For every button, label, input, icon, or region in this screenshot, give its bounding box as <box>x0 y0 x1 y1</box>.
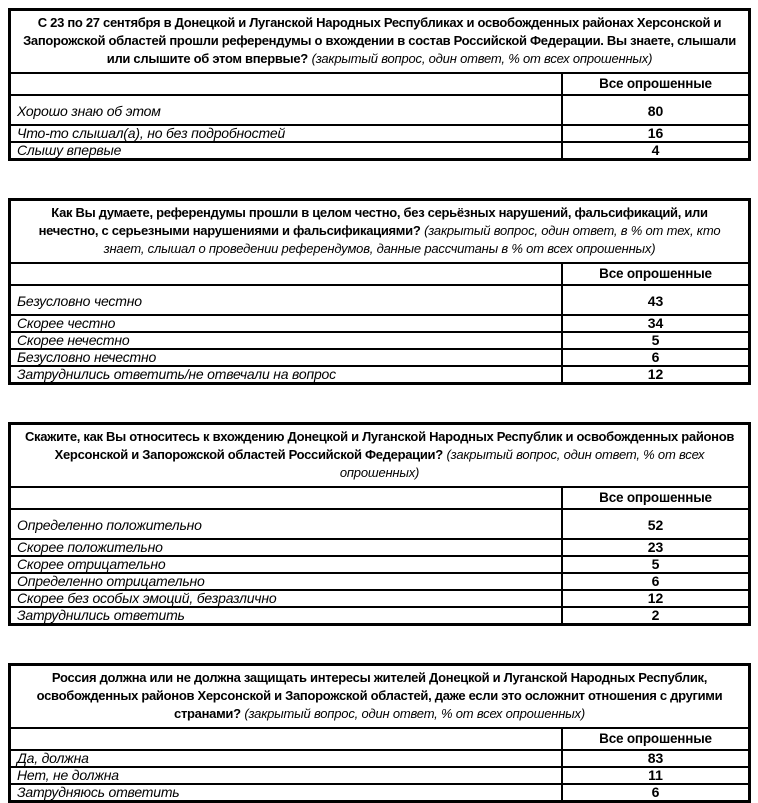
answer-label: Что-то слышал(а), но без подробностей <box>11 125 562 142</box>
answer-label: Затруднились ответить/не отвечали на вопрос <box>11 366 562 382</box>
answer-label: Хорошо знаю об этом <box>11 95 562 125</box>
question-note: (закрытый вопрос, один ответ, % от всех опрошенных) <box>339 447 705 480</box>
empty-header-cell <box>11 488 562 509</box>
question-text: Россия должна или не должна защищать интересы жителей Донецкой и Луганской Народных Республик, освобожденных районов Херсонской и Запорожской областей, даже если это осложнит отношения с другими странами? <box>36 670 723 721</box>
answer-value: 34 <box>562 315 748 332</box>
all-respondents-header: Все опрошенные <box>562 74 748 95</box>
answer-value: 5 <box>562 556 748 573</box>
answer-label: Скорее отрицательно <box>11 556 562 573</box>
table-row <box>11 539 748 556</box>
answer-label: Безусловно честно <box>11 285 562 315</box>
question-header <box>11 425 748 488</box>
table-row <box>11 573 748 590</box>
results-table <box>11 488 748 623</box>
answer-value: 4 <box>562 142 748 158</box>
results-table <box>11 729 748 800</box>
survey-table-3 <box>8 422 751 626</box>
empty-header-cell <box>11 264 562 285</box>
table-row <box>11 95 748 125</box>
results-table <box>11 264 748 382</box>
table-row <box>11 556 748 573</box>
answer-value: 6 <box>562 784 748 800</box>
table-row <box>11 349 748 366</box>
all-respondents-header: Все опрошенные <box>562 264 748 285</box>
question-header <box>11 201 748 264</box>
table-row <box>11 750 748 767</box>
column-header-row <box>11 488 748 509</box>
table-row <box>11 784 748 800</box>
table-row <box>11 590 748 607</box>
answer-label: Безусловно нечестно <box>11 349 562 366</box>
answer-value: 16 <box>562 125 748 142</box>
answer-label: Затруднились ответить <box>11 607 562 623</box>
answer-label: Слышу впервые <box>11 142 562 158</box>
answer-value: 11 <box>562 767 748 784</box>
results-table <box>11 74 748 158</box>
survey-table-1 <box>8 8 751 161</box>
column-header-row <box>11 74 748 95</box>
question-note: (закрытый вопрос, один ответ, в % от тех, кто знает, слышал о проведении референдумов, данные рассчитаны в % от всех опрошенных) <box>103 223 721 256</box>
answer-value: 2 <box>562 607 748 623</box>
answer-label: Скорее без особых эмоций, безразлично <box>11 590 562 607</box>
table-row <box>11 366 748 382</box>
answer-value: 6 <box>562 573 748 590</box>
answer-label: Скорее честно <box>11 315 562 332</box>
column-header-row <box>11 729 748 750</box>
all-respondents-header: Все опрошенные <box>562 488 748 509</box>
question-text: Как Вы думаете, референдумы прошли в целом честно, без серьёзных нарушений, фальсификаций, или нечестно, с серьезными нарушениями и фальсификациями? <box>38 205 708 238</box>
answer-label: Определенно отрицательно <box>11 573 562 590</box>
table-row <box>11 767 748 784</box>
question-header <box>11 666 748 729</box>
all-respondents-header: Все опрошенные <box>562 729 748 750</box>
question-text: С 23 по 27 сентября в Донецкой и Луганской Народных Республиках и освобожденных районах Херсонской и Запорожской областей прошли референдумы о вхождении в состав Российской Федерации. Вы знаете, слышали или слышите об этом впервые? <box>23 15 736 66</box>
answer-value: 12 <box>562 590 748 607</box>
answer-value: 6 <box>562 349 748 366</box>
answer-label: Затрудняюсь ответить <box>11 784 562 800</box>
empty-header-cell <box>11 729 562 750</box>
question-note: (закрытый вопрос, один ответ, % от всех опрошенных) <box>311 51 653 66</box>
answer-value: 80 <box>562 95 748 125</box>
answer-value: 12 <box>562 366 748 382</box>
answer-value: 43 <box>562 285 748 315</box>
empty-header-cell <box>11 74 562 95</box>
answer-label: Да, должна <box>11 750 562 767</box>
table-row <box>11 607 748 623</box>
question-note: (закрытый вопрос, один ответ, % от всех опрошенных) <box>244 706 585 721</box>
answer-label: Нет, не должна <box>11 767 562 784</box>
column-header-row <box>11 264 748 285</box>
answer-label: Скорее нечестно <box>11 332 562 349</box>
survey-table-4 <box>8 663 751 803</box>
table-row <box>11 125 748 142</box>
table-row <box>11 285 748 315</box>
question-text: Скажите, как Вы относитесь к вхождению Донецкой и Луганской Народных Республик и освобожденных районов Херсонской и Запорожской областей Российской Федерации? <box>24 429 735 462</box>
answer-value: 83 <box>562 750 748 767</box>
answer-label: Определенно положительно <box>11 509 562 539</box>
table-row <box>11 332 748 349</box>
answer-value: 5 <box>562 332 748 349</box>
table-row <box>11 509 748 539</box>
answer-value: 23 <box>562 539 748 556</box>
answer-label: Скорее положительно <box>11 539 562 556</box>
question-header <box>11 11 748 74</box>
answer-value: 52 <box>562 509 748 539</box>
table-row <box>11 142 748 158</box>
survey-table-2 <box>8 198 751 385</box>
table-row <box>11 315 748 332</box>
